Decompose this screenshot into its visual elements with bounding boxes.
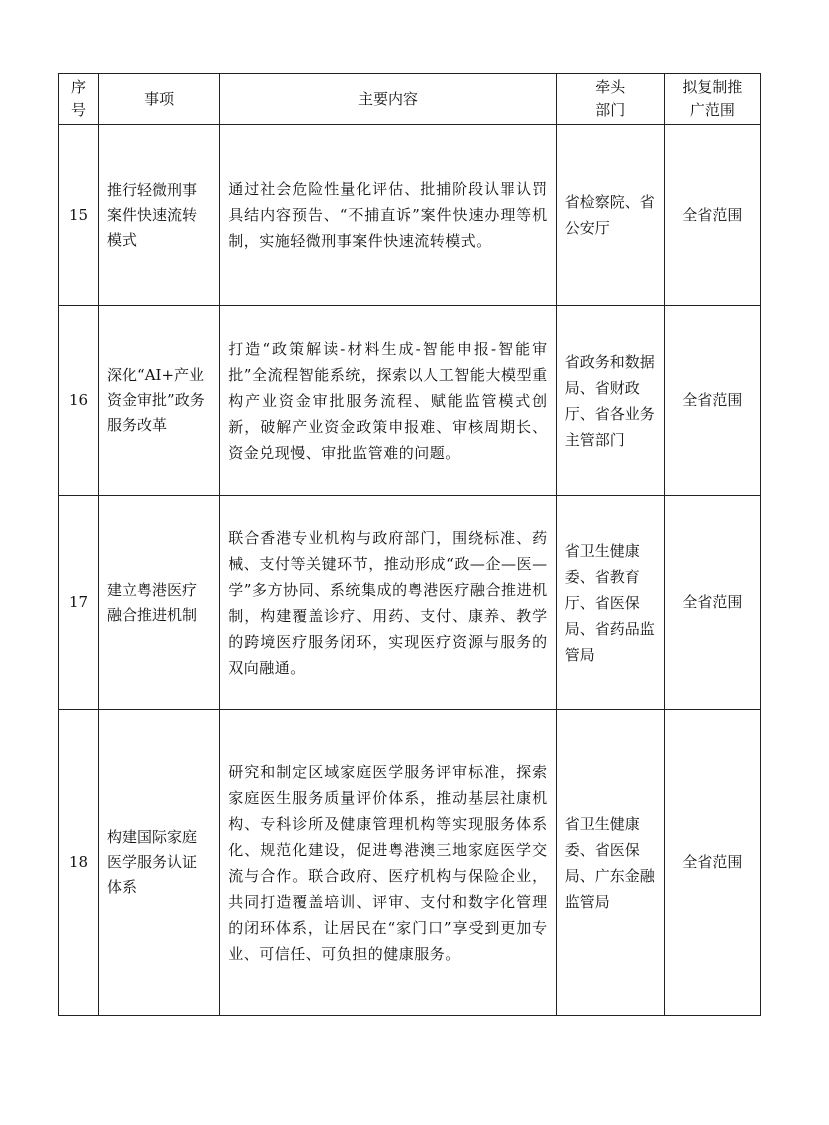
row-content: 研究和制定区域家庭医学服务评审标准，探索家庭医生服务质量评价体系，推动基层社康机构、专科诊所及健康管理机构等实现服务体系化、规范化建设，促进粤港澳三地家庭医学交流与合作。联合政府、医疗机构与保险企业，共同打造覆盖培训、评审、支付和数字化管理的闭环体系，让居民在“家门口”享受到更加专业、可信任、可负担的健康服务。 — [220, 710, 556, 1016]
header-scope-line-1: 拟复制推 — [682, 78, 743, 96]
header-no-line-1: 序 — [71, 78, 87, 96]
row-content: 打造“政策解读-材料生成-智能申报-智能审批”全流程智能系统，探索以人工智能大模型重构产业资金审批服务流程、赋能监管模式创新，破解产业资金政策申报难、审核周期长、资金兑现慢、审批监管难的问题。 — [220, 306, 556, 496]
row-content: 通过社会危险性量化评估、批捕阶段认罪认罚具结内容预告、“不捕直诉”案件快速办理等机制，实施轻微刑事案件快速流转模式。 — [220, 125, 556, 306]
row-dept: 省卫生健康委、省医保局、广东金融监管局 — [556, 710, 664, 1016]
table-row — [59, 710, 761, 1016]
header-scope — [664, 74, 760, 125]
row-scope: 全省范围 — [664, 710, 760, 1016]
header-dept-line-2: 部门 — [595, 101, 626, 119]
row-dept: 省卫生健康委、省教育厅、省医保局、省药品监管局 — [556, 496, 664, 710]
header-scope-line-2: 广范围 — [689, 101, 735, 119]
policy-table — [58, 73, 761, 1016]
table-row — [59, 496, 761, 710]
table-body — [59, 125, 761, 1016]
row-item: 推行轻微刑事案件快速流转模式 — [99, 125, 220, 306]
row-content: 联合香港专业机构与政府部门，围绕标准、药械、支付等关键环节，推动形成“政—企—医—学”多方协同、系统集成的粤港医疗融合推进机制，构建覆盖诊疗、用药、支付、康养、教学的跨境医疗服务闭环，实现医疗资源与服务的双向融通。 — [220, 496, 556, 710]
row-dept: 省政务和数据局、省财政厅、省各业务主管部门 — [556, 306, 664, 496]
row-item: 深化“AI+产业资金审批”政务服务改革 — [99, 306, 220, 496]
table-header — [59, 74, 761, 125]
row-number: 16 — [59, 306, 99, 496]
row-item: 构建国际家庭医学服务认证体系 — [99, 710, 220, 1016]
table-row — [59, 125, 761, 306]
row-scope: 全省范围 — [664, 496, 760, 710]
row-number: 17 — [59, 496, 99, 710]
row-number: 15 — [59, 125, 99, 306]
header-row — [59, 74, 761, 125]
header-no — [59, 74, 99, 125]
row-item: 建立粤港医疗融合推进机制 — [99, 496, 220, 710]
row-scope: 全省范围 — [664, 306, 760, 496]
header-content: 主要内容 — [220, 74, 556, 125]
row-dept: 省检察院、省公安厅 — [556, 125, 664, 306]
header-dept-line-1: 牵头 — [595, 78, 626, 96]
header-no-line-2: 号 — [71, 101, 87, 119]
row-scope: 全省范围 — [664, 125, 760, 306]
table-row — [59, 306, 761, 496]
header-dept — [556, 74, 664, 125]
header-item: 事项 — [99, 74, 220, 125]
row-number: 18 — [59, 710, 99, 1016]
